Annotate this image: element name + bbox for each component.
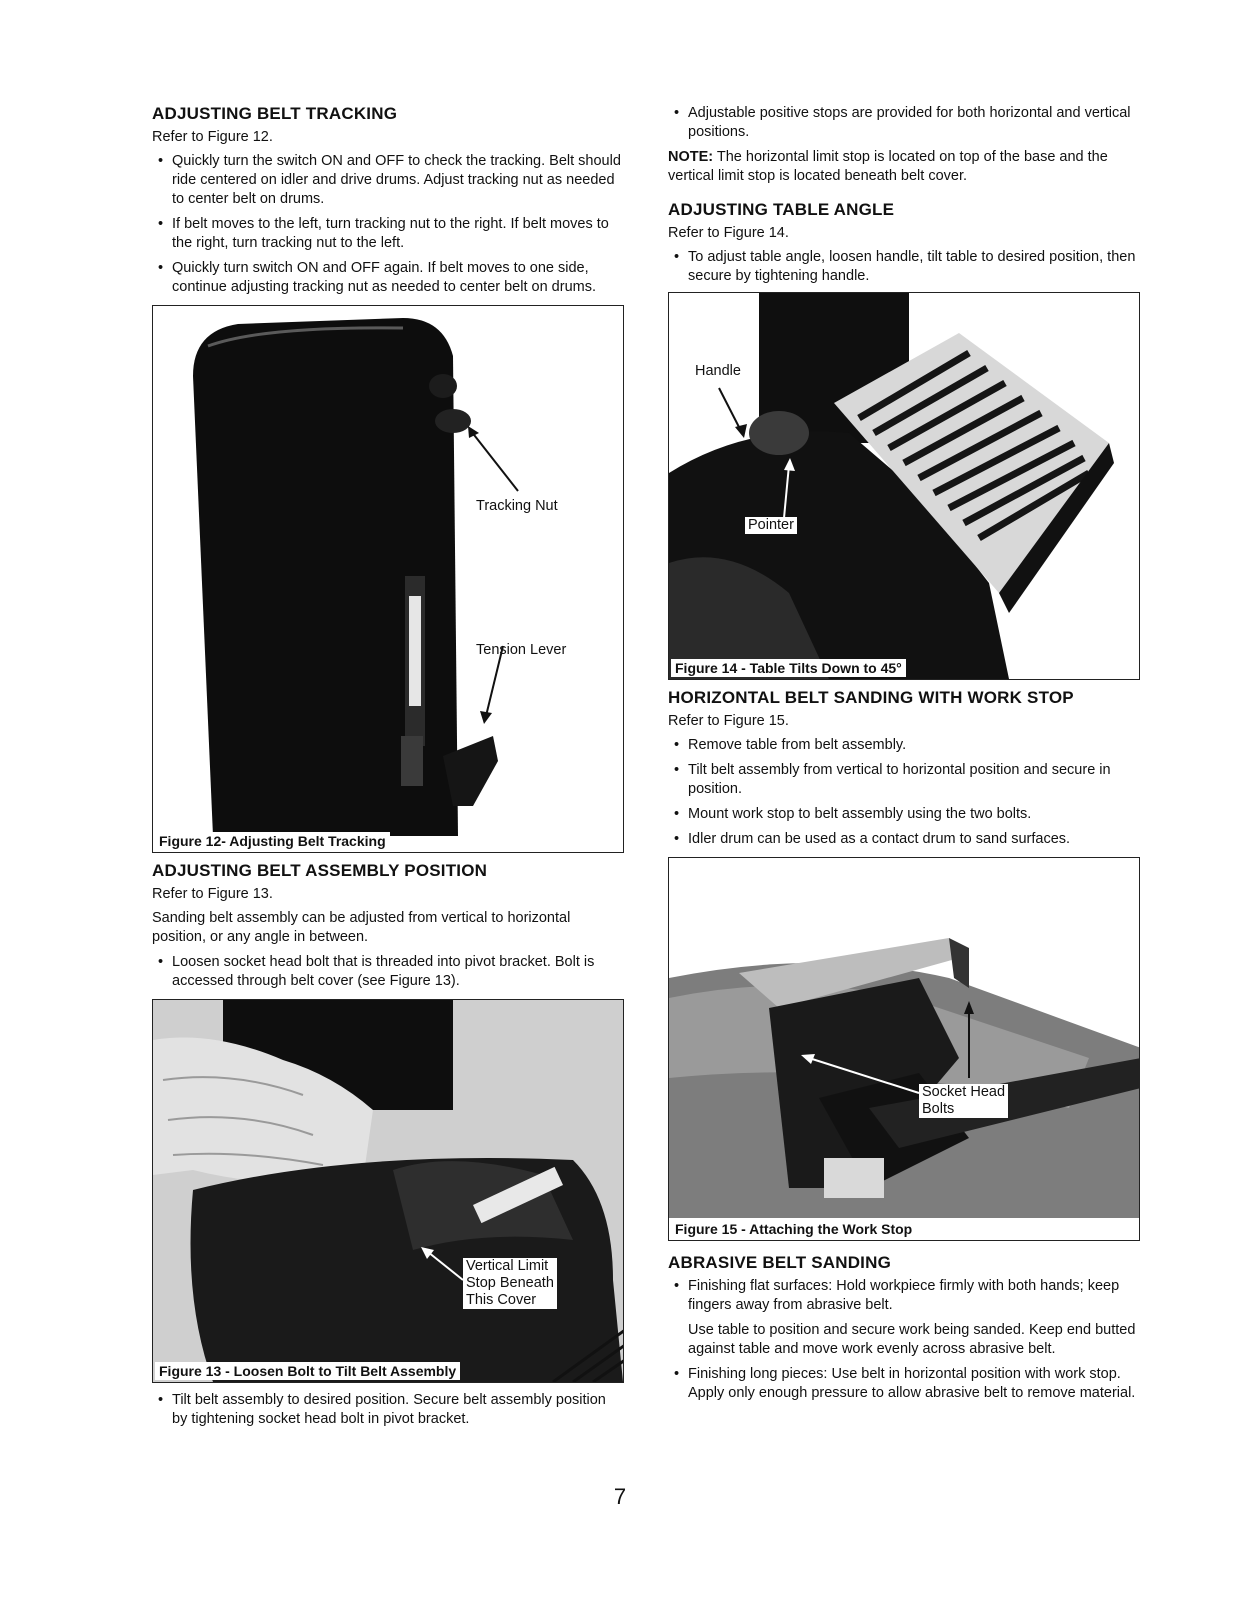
abrasive-bullet-list — [668, 1277, 1140, 1315]
pointer-label: Pointer — [745, 517, 797, 534]
page-number: 7 — [613, 1484, 627, 1509]
heading-adjusting-belt-assembly-position: ADJUSTING BELT ASSEMBLY POSITION — [152, 861, 488, 880]
heading-abrasive-belt-sanding: ABRASIVE BELT SANDING — [668, 1253, 892, 1272]
figure-12 — [152, 305, 624, 853]
refer-figure-12: Refer to Figure 12. — [152, 129, 273, 145]
tracking-nut-label: Tracking Nut — [476, 498, 558, 514]
list-item: • Loosen socket head bolt that is threaded into pivot bracket. Bolt is accessed through belt cover (see Figure 13). — [152, 953, 624, 991]
horizontal-bullet-list — [668, 736, 1140, 849]
note-label: NOTE: — [668, 149, 714, 165]
figure-13 — [152, 999, 624, 1383]
figure-12-photo — [153, 306, 624, 852]
note-text: The horizontal limit stop is located on top of the base and the vertical limit stop is located beneath belt cover. — [668, 149, 1108, 184]
heading-adjusting-belt-tracking: ADJUSTING BELT TRACKING — [152, 104, 398, 123]
vertical-limit-stop-label — [463, 1258, 557, 1309]
figure-13-caption: Figure 13 - Loosen Bolt to Tilt Belt Assembly — [155, 1362, 460, 1380]
list-item: • If belt moves to the left, turn tracking nut to the right. If belt moves to the right, turn tracking nut to the left. — [152, 215, 624, 253]
list-item: • Tilt belt assembly to desired position. Secure belt assembly position by tightening socket head bolt in pivot bracket. — [152, 1391, 624, 1429]
left-column — [152, 104, 624, 1435]
figure-14 — [668, 292, 1140, 680]
assembly-bullet-list — [152, 953, 624, 991]
table-angle-bullet-list — [668, 248, 1140, 286]
figure-12-caption: Figure 12- Adjusting Belt Tracking — [155, 832, 390, 850]
figure-14-photo — [669, 293, 1140, 679]
heading-adjusting-table-angle: ADJUSTING TABLE ANGLE — [668, 200, 895, 219]
figure-13-photo — [153, 1000, 624, 1382]
socket-head-bolts-label — [919, 1084, 1008, 1118]
list-item: • Quickly turn switch ON and OFF again. If belt moves to one side, continue adjusting tracking nut as needed to center belt on drums. — [152, 259, 624, 297]
abrasive-continuation-paragraph: Use table to position and secure work being sanded. Keep end butted against table and move work evenly across abrasive belt. — [688, 1322, 1136, 1357]
vertical-limit-label-line: Stop Beneath — [466, 1275, 554, 1291]
bolts-label-line: Socket Head — [922, 1084, 1006, 1100]
list-item: • Adjustable positive stops are provided for both horizontal and vertical positions. — [668, 104, 1140, 142]
list-item: • Finishing flat surfaces: Hold workpiece firmly with both hands; keep fingers away from abrasive belt. — [668, 1277, 1140, 1315]
figure-15 — [668, 857, 1140, 1241]
handle-label: Handle — [695, 363, 741, 379]
refer-figure-15: Refer to Figure 15. — [668, 713, 789, 729]
list-item: • Mount work stop to belt assembly using the two bolts. — [668, 805, 1140, 824]
vertical-limit-label-line: This Cover — [466, 1292, 537, 1308]
figure-15-caption: Figure 15 - Attaching the Work Stop — [671, 1220, 916, 1238]
note-paragraph — [668, 148, 1140, 186]
list-item: • Idler drum can be used as a contact drum to sand surfaces. — [668, 830, 1140, 849]
refer-figure-14: Refer to Figure 14. — [668, 225, 789, 241]
bolts-label-line: Bolts — [922, 1101, 955, 1117]
abrasive-bullet-list-2 — [668, 1365, 1140, 1403]
list-item: • Finishing long pieces: Use belt in horizontal position with work stop. Apply only enough pressure to allow abrasive belt to remove material. — [668, 1365, 1140, 1403]
list-item: • Tilt belt assembly from vertical to horizontal position and secure in position. — [668, 761, 1140, 799]
assembly-intro-paragraph: Sanding belt assembly can be adjusted from vertical to horizontal position, or any angle in between. — [152, 910, 571, 945]
heading-horizontal-belt-sanding: HORIZONTAL BELT SANDING WITH WORK STOP — [668, 688, 1074, 707]
list-item: • Remove table from belt assembly. — [668, 736, 1140, 755]
figure-14-caption: Figure 14 - Table Tilts Down to 45° — [671, 659, 906, 677]
list-item: • Quickly turn the switch ON and OFF to check the tracking. Belt should ride centered on idler and drive drums. Adjust tracking nut as needed to center belt on drums. — [152, 152, 624, 209]
refer-figure-13: Refer to Figure 13. — [152, 886, 273, 902]
positive-stops-list — [668, 104, 1140, 142]
after-figure-13-list — [152, 1391, 624, 1429]
tracking-bullet-list — [152, 152, 624, 297]
vertical-limit-label-line: Vertical Limit — [466, 1258, 549, 1274]
figure-15-photo — [669, 858, 1140, 1240]
list-item: • To adjust table angle, loosen handle, tilt table to desired position, then secure by tightening handle. — [668, 248, 1140, 286]
right-column — [668, 104, 1140, 1409]
tension-lever-label: Tension Lever — [476, 642, 567, 658]
